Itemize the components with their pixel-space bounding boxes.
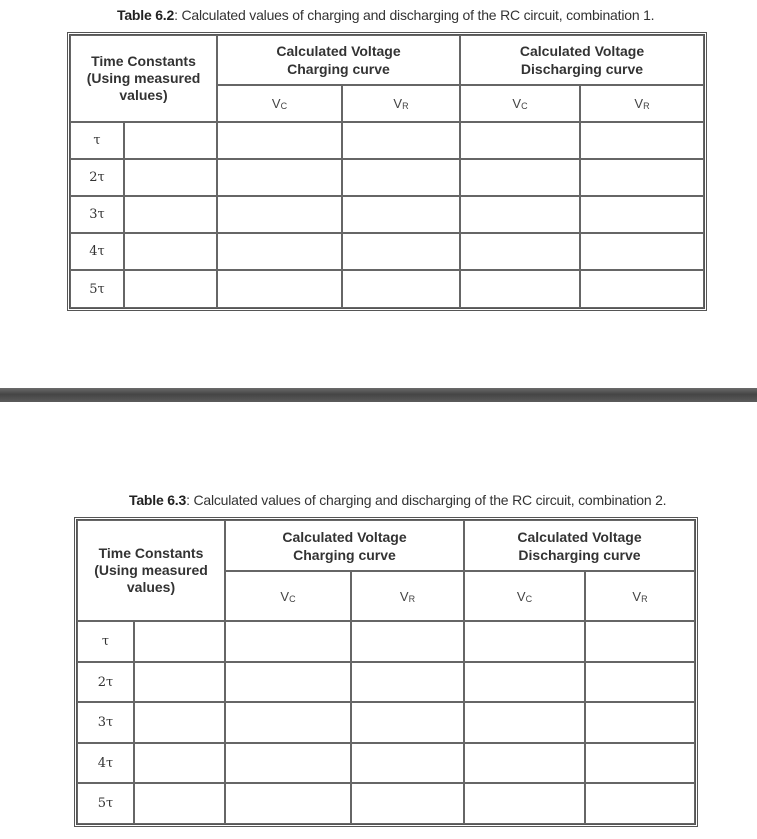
time-constant-label: τ [77,621,134,662]
charging-header: Calculated Voltage Charging curve [225,520,464,571]
vc-charging-cell [217,196,342,233]
vr-charging-header: $V_R$ [342,85,460,122]
measured-value-cell [124,270,217,308]
page-separator [0,388,757,402]
vr-charging-cell [351,783,464,824]
charging-header: Calculated Voltage Charging curve [217,35,460,85]
table-row [70,159,704,196]
vc-charging-cell [217,122,342,159]
vr-discharging-cell [585,621,695,662]
vc-charging-header: $V_C$ [217,85,342,122]
table-row [70,122,704,159]
rc-table-combination-2 [74,517,698,827]
time-constant-label: 5τ [70,270,124,308]
time-constant-label: 3τ [77,702,134,743]
time-constant-label: 4τ [77,743,134,783]
vc-discharging-header: $V_C$ [464,571,585,621]
measured-value-cell [124,122,217,159]
vr-discharging-cell [585,783,695,824]
vc-discharging-cell [460,233,580,270]
vc-charging-header: $V_C$ [225,571,351,621]
vr-charging-cell [342,196,460,233]
measured-value-cell [134,702,225,743]
vr-charging-cell [342,233,460,270]
table-row [77,783,695,824]
vr-discharging-header: $V_R$ [580,85,704,122]
table-caption [129,492,666,508]
caption-label: Table 6.2 [117,7,175,23]
discharging-header: Calculated Voltage Discharging curve [460,35,704,85]
vr-discharging-header: $V_R$ [585,571,695,621]
discharging-header: Calculated Voltage Discharging curve [464,520,695,571]
vr-discharging-cell [585,662,695,702]
vc-discharging-header: $V_C$ [460,85,580,122]
vr-charging-cell [342,122,460,159]
vr-discharging-cell [580,196,704,233]
measured-value-cell [124,159,217,196]
vr-charging-header: $V_R$ [351,571,464,621]
table-row [70,270,704,308]
vc-charging-cell [225,743,351,783]
time-constant-label: 2τ [77,662,134,702]
time-constant-label: 3τ [70,196,124,233]
table-row [77,621,695,662]
measured-value-cell [124,233,217,270]
table-row [70,196,704,233]
table-row [77,743,695,783]
table-row [77,702,695,743]
table-row [77,662,695,702]
vc-charging-cell [225,702,351,743]
vc-discharging-cell [464,662,585,702]
vc-discharging-cell [460,159,580,196]
measured-value-cell [134,662,225,702]
measured-value-cell [134,743,225,783]
vc-discharging-cell [460,270,580,308]
vc-charging-cell [217,270,342,308]
vc-charging-cell [225,662,351,702]
time-constant-label: 4τ [70,233,124,270]
table-caption [117,7,654,23]
caption-text: : Calculated values of charging and discharging of the RC circuit, combination 1. [174,7,655,23]
time-constants-header: Time Constants (Using measured values) [70,35,217,122]
measured-value-cell [134,621,225,662]
vr-charging-cell [351,743,464,783]
caption-label: Table 6.3 [129,492,187,508]
vr-charging-cell [342,159,460,196]
vc-charging-cell [217,159,342,196]
rc-table-combination-1 [67,32,707,311]
time-constant-label: τ [70,122,124,159]
vc-charging-cell [225,783,351,824]
time-constants-header: Time Constants (Using measured values) [77,520,225,621]
vr-charging-cell [351,621,464,662]
vc-discharging-cell [460,196,580,233]
vr-discharging-cell [585,743,695,783]
vr-discharging-cell [585,702,695,743]
measured-value-cell [124,196,217,233]
measured-value-cell [134,783,225,824]
caption-text: : Calculated values of charging and discharging of the RC circuit, combination 2. [186,492,667,508]
vc-discharging-cell [464,621,585,662]
vc-charging-cell [225,621,351,662]
vc-discharging-cell [464,702,585,743]
time-constant-label: 5τ [77,783,134,824]
time-constant-label: 2τ [70,159,124,196]
vr-discharging-cell [580,233,704,270]
vr-charging-cell [342,270,460,308]
vc-discharging-cell [464,743,585,783]
vr-charging-cell [351,702,464,743]
table-row [70,233,704,270]
vc-discharging-cell [464,783,585,824]
vc-discharging-cell [460,122,580,159]
vc-charging-cell [217,233,342,270]
vr-discharging-cell [580,122,704,159]
vr-charging-cell [351,662,464,702]
vr-discharging-cell [580,270,704,308]
vr-discharging-cell [580,159,704,196]
